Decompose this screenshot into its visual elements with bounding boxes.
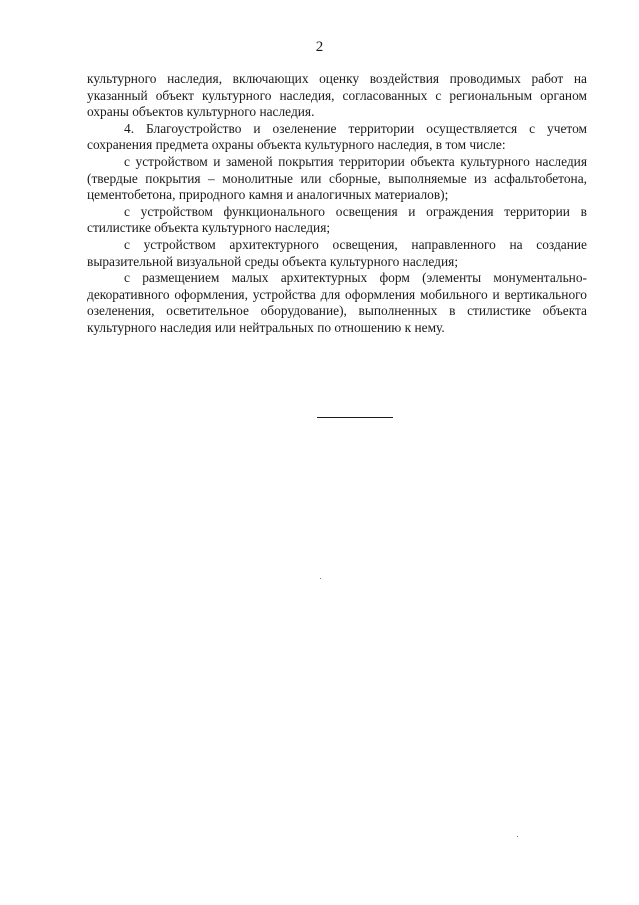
scan-speck — [320, 578, 321, 579]
page-number: 2 — [315, 39, 324, 55]
document-body — [87, 71, 587, 337]
paragraph-continuation: культурного наследия, включающих оценку воздействия проводимых работ на указанный объект культурного наследия, согласованных с региональным органом охраны объектов культурного наследия. — [87, 71, 587, 120]
end-of-document-rule — [317, 417, 393, 418]
paragraph-item-4: 4. Благоустройство и озеленение территории осуществляется с учетом сохранения предмета охраны объекта культурного наследия, в том числе: — [87, 120, 587, 153]
paragraph-small-architectural-forms: с размещением малых архитектурных форм (элементы монументально-декоративного оформления, устройства для оформления мобильного и вертикального озеленения, осветительное оборудование), выполненных в стилистике объекта культурного наследия или нейтральных по отношению к нему. — [87, 270, 587, 335]
paragraph-functional-lighting: с устройством функционального освещения и ограждения территории в стилистике объекта культурного наследия; — [87, 203, 587, 236]
scan-speck — [517, 836, 518, 837]
paragraph-surface-coverage: с устройством и заменой покрытия территории объекта культурного наследия (твердые покрытия – монолитные или сборные, выполняемые из асфальтобетона, цементобетона, природного камня и аналогичных материалов); — [87, 153, 587, 203]
paragraph-architectural-lighting: с устройством архитектурного освещения, направленного на создание выразительной визуальной среды объекта культурного наследия; — [87, 236, 587, 269]
